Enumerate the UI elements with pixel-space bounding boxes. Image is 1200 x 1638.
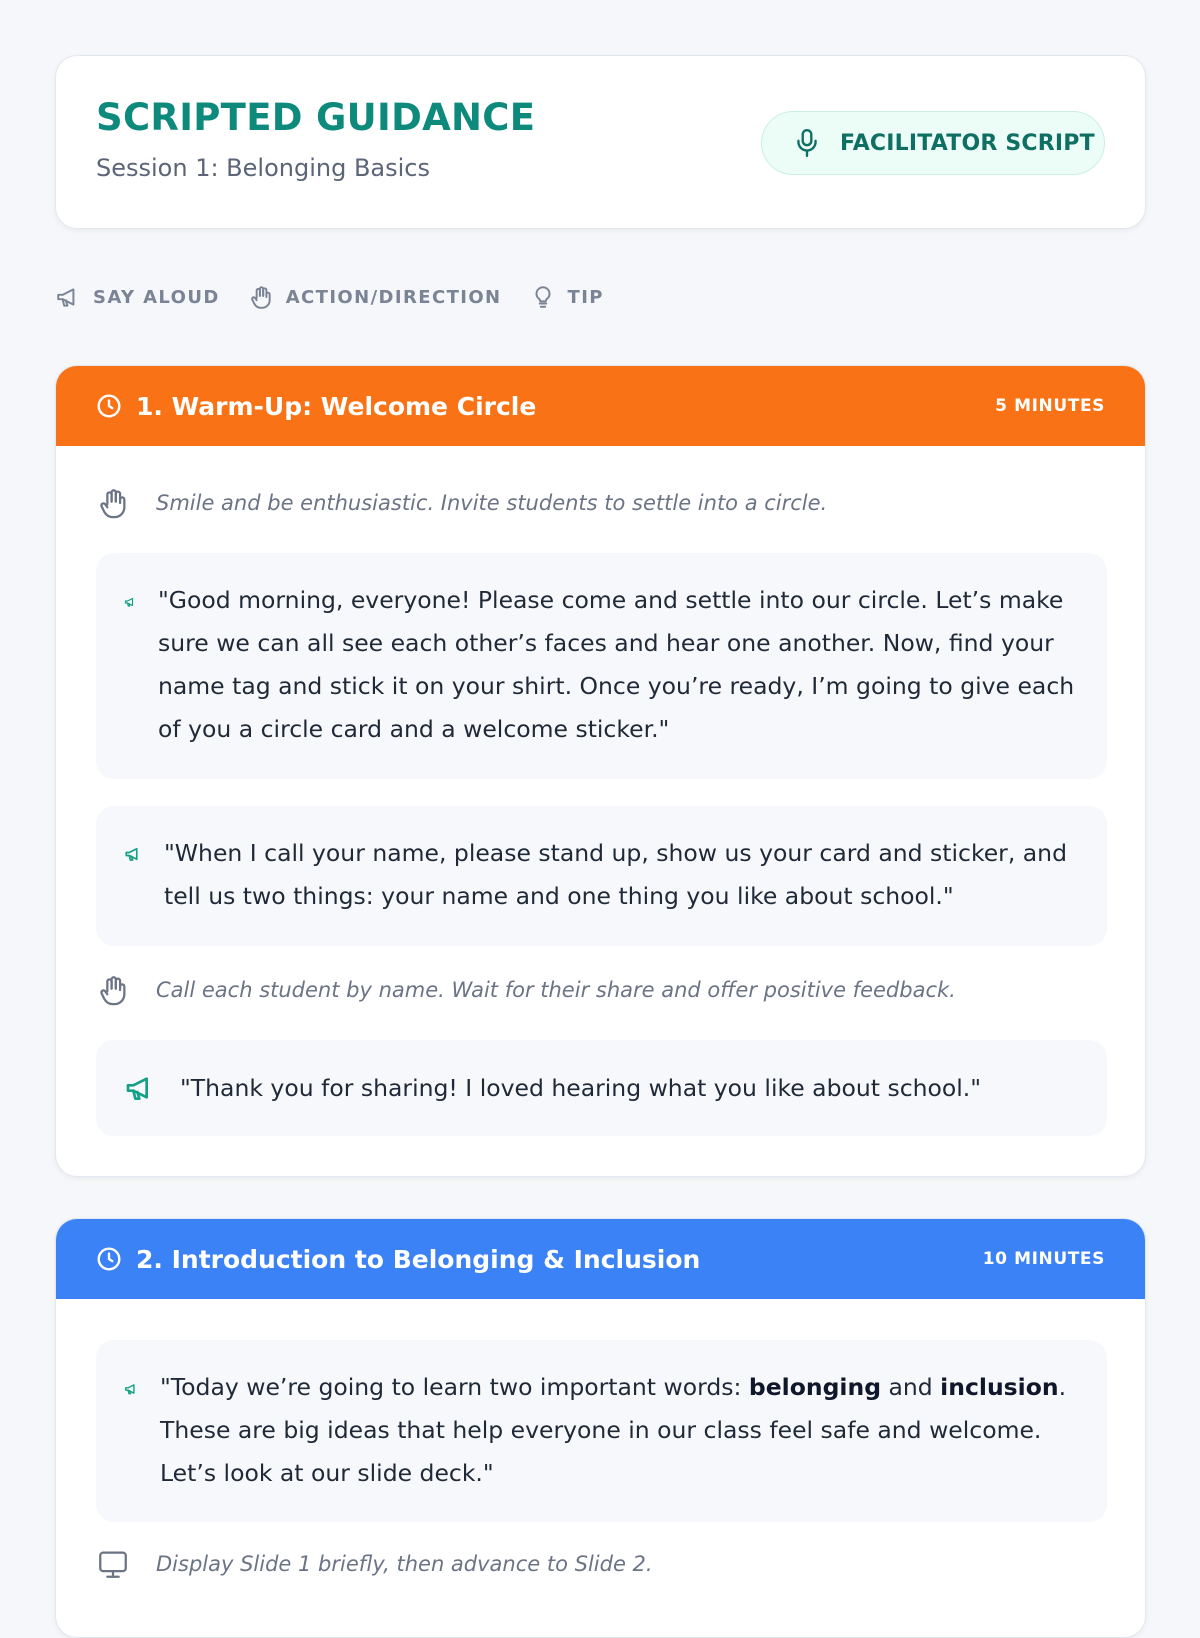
keyword-inclusion: inclusion (940, 1373, 1059, 1401)
hand-icon (248, 284, 274, 310)
section-introduction (55, 1218, 1146, 1638)
lightbulb-icon (530, 284, 556, 310)
legend-action-direction-label: ACTION/DIRECTION (285, 286, 502, 308)
section-duration: 10 MINUTES (982, 1249, 1105, 1269)
legend-say-aloud-label: SAY ALOUD (93, 286, 220, 308)
megaphone-icon (124, 1382, 138, 1396)
section-title: 2. Introduction to Belonging & Inclusion (136, 1244, 701, 1274)
action-text: Call each student by name. Wait for their share and offer positive feedback. (156, 978, 956, 1002)
hand-icon (96, 486, 130, 520)
megaphone-icon (124, 596, 136, 608)
say-text-part: and (881, 1373, 941, 1401)
say-aloud-block (96, 1340, 1107, 1522)
hand-icon (96, 973, 130, 1007)
megaphone-icon (55, 284, 81, 310)
clock-icon (96, 393, 122, 419)
say-aloud-text: "Good morning, everyone! Please come and settle into our circle. Let’s make sure we can all see each other’s faces and hear one another. Now, find your name tag and stick it on your shirt. Once you’re ready, I’m going to give each of you a circle card and a welcome sticker." (158, 586, 1075, 743)
say-aloud-block (96, 1040, 1107, 1136)
say-text-part: . These are big ideas that help everyone in our class feel safe and welcome. Let’s look at our slide deck." (160, 1373, 1067, 1487)
say-aloud-block (96, 806, 1107, 946)
section-title: 1. Warm-Up: Welcome Circle (136, 391, 537, 421)
legend-action-direction (248, 284, 502, 310)
megaphone-icon (124, 1072, 156, 1104)
say-text-part: "Today we’re going to learn two important words: (160, 1373, 749, 1401)
microphone-icon (794, 128, 820, 158)
page-title: SCRIPTED GUIDANCE (96, 96, 536, 139)
say-aloud-text (160, 1366, 1077, 1495)
monitor-icon (96, 1547, 130, 1581)
facilitator-script-label: FACILITATOR SCRIPT (840, 130, 1095, 156)
section-duration: 5 MINUTES (995, 396, 1105, 416)
keyword-belonging: belonging (748, 1373, 882, 1401)
megaphone-icon (124, 845, 142, 863)
action-direction-item (96, 973, 956, 1007)
legend-tip (530, 284, 604, 310)
say-aloud-text: "When I call your name, please stand up, show us your card and sticker, and tell us two things: your name and one thing you like about school." (164, 839, 1067, 910)
action-direction-item (96, 486, 827, 520)
say-aloud-block (96, 553, 1107, 779)
legend-say-aloud (55, 284, 220, 310)
section-header[interactable] (56, 366, 1145, 446)
say-aloud-text: "Thank you for sharing! I loved hearing what you like about school." (180, 1073, 982, 1102)
page-subtitle: Session 1: Belonging Basics (96, 154, 430, 182)
legend (55, 282, 604, 312)
header-card (55, 55, 1146, 229)
action-direction-item (96, 1547, 653, 1581)
action-text: Display Slide 1 briefly, then advance to Slide 2. (156, 1552, 653, 1576)
action-text: Smile and be enthusiastic. Invite students to settle into a circle. (156, 491, 828, 515)
facilitator-script-badge[interactable] (761, 111, 1105, 175)
section-warm-up (55, 365, 1146, 1177)
section-header[interactable] (56, 1219, 1145, 1299)
legend-tip-label: TIP (567, 286, 604, 308)
clock-icon (96, 1246, 122, 1272)
